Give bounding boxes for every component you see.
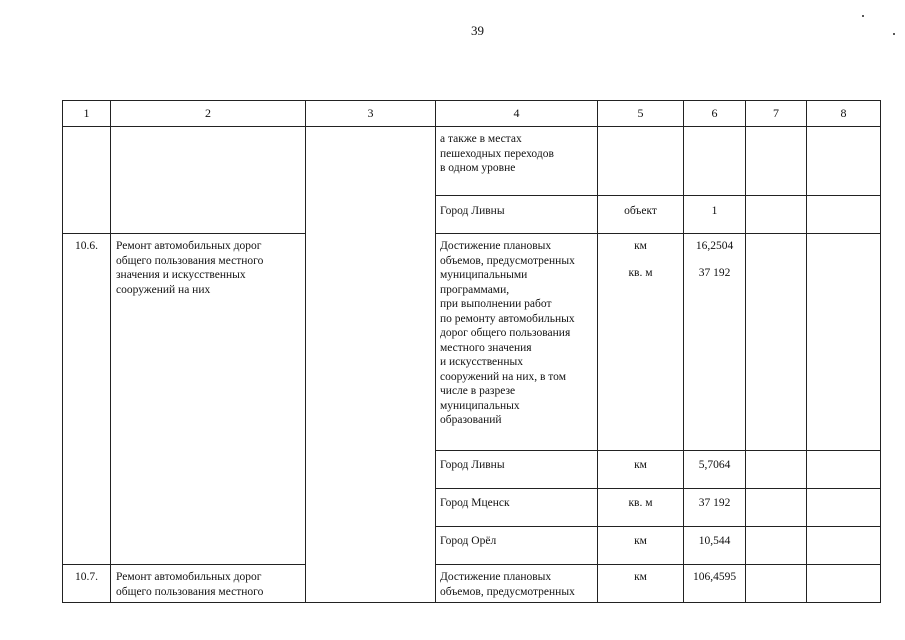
indicator-cell: Город Орёл: [436, 527, 598, 565]
column-header: 3: [306, 101, 436, 127]
indicator-cell: Город Ливны: [436, 196, 598, 234]
column-header: 8: [807, 101, 881, 127]
indicator-line: образований: [440, 414, 502, 426]
value-item: 16,2504: [695, 240, 734, 252]
cell-empty: [746, 451, 807, 489]
table-row: [63, 127, 881, 196]
value-cell: 5,7064: [684, 451, 746, 489]
header-row: [63, 101, 881, 127]
indicator-line: по ремонту автомобильных: [440, 312, 575, 325]
column-header: 5: [598, 101, 684, 127]
indicator-line: местного значения: [440, 341, 532, 354]
indicator-line: программами,: [440, 283, 510, 296]
indicator-line: Достижение плановых: [440, 571, 552, 583]
cell-empty: [63, 127, 111, 234]
unit-cell: км: [598, 527, 684, 565]
unit-cell: км: [598, 565, 684, 603]
cell-empty: [807, 527, 881, 565]
cell-empty: [598, 127, 684, 196]
row-number: 10.7.: [63, 565, 111, 603]
cell-empty: [746, 527, 807, 565]
column-header: 4: [436, 101, 598, 127]
page-number: 39: [471, 23, 484, 38]
indicator-line: муниципальными: [440, 269, 528, 281]
value-cell: [684, 234, 746, 451]
cell-empty: [807, 234, 881, 451]
cell-empty: [746, 127, 807, 196]
indicator-line: в одном уровне: [440, 162, 516, 174]
column-header: 2: [111, 101, 306, 127]
unit-cell: км: [598, 451, 684, 489]
indicator-line: при выполнении работ: [440, 298, 552, 310]
unit-value: кв. м: [628, 266, 653, 279]
cell-empty: [807, 127, 881, 196]
activity-cell: Ремонт автомобильных дорог общего пользования местного значения и искусственных сооружений на них: [111, 234, 306, 565]
indicator-line: муниципальных: [440, 399, 520, 412]
indicator-line: пешеходных переходов: [440, 147, 554, 160]
cell-empty: [746, 565, 807, 603]
cell-empty: [746, 196, 807, 234]
scan-speck: [862, 15, 864, 17]
indicator-cell: [436, 565, 598, 603]
indicator-line: и искусственных: [440, 356, 523, 368]
activity-cell: Ремонт автомобильных дорог общего пользования местного: [111, 565, 306, 603]
cell-empty: [807, 489, 881, 527]
cell-empty: [684, 127, 746, 196]
column-header: 7: [746, 101, 807, 127]
value-cell: 1: [684, 196, 746, 234]
cell-empty: [746, 489, 807, 527]
cell-empty: [111, 127, 306, 234]
unit-cell: объект: [598, 196, 684, 234]
unit-cell: кв. м: [598, 489, 684, 527]
data-table: [62, 100, 881, 603]
table-row: [63, 565, 881, 603]
indicator-line: объемов, предусмотренных: [440, 254, 575, 267]
indicator-line: объемов, предусмотренных: [440, 585, 575, 598]
column-header: 1: [63, 101, 111, 127]
cell-empty: [807, 565, 881, 603]
indicator-line: числе в разрезе: [440, 385, 516, 397]
indicator-cell: Город Мценск: [436, 489, 598, 527]
cell-empty: [807, 451, 881, 489]
indicator-cell: [436, 127, 598, 196]
indicator-line: Достижение плановых: [440, 240, 552, 252]
row-number: 10.6.: [63, 234, 111, 565]
cell-empty: [306, 127, 436, 603]
indicator-cell: Город Ливны: [436, 451, 598, 489]
indicator-cell: [436, 234, 598, 451]
value-cell: 10,544: [684, 527, 746, 565]
cell-empty: [746, 234, 807, 451]
scan-speck: [893, 33, 895, 35]
unit-cell: [598, 234, 684, 451]
value-cell: 106,4595: [684, 565, 746, 603]
column-header: 6: [684, 101, 746, 127]
indicator-line: а также в местах: [440, 133, 522, 145]
indicator-line: сооружений на них, в том: [440, 370, 566, 383]
table-row: [63, 234, 881, 451]
indicator-line: дорог общего пользования: [440, 327, 571, 339]
cell-empty: [807, 196, 881, 234]
value-item: 37 192: [698, 266, 731, 279]
value-cell: 37 192: [684, 489, 746, 527]
unit-value: км: [634, 240, 647, 252]
